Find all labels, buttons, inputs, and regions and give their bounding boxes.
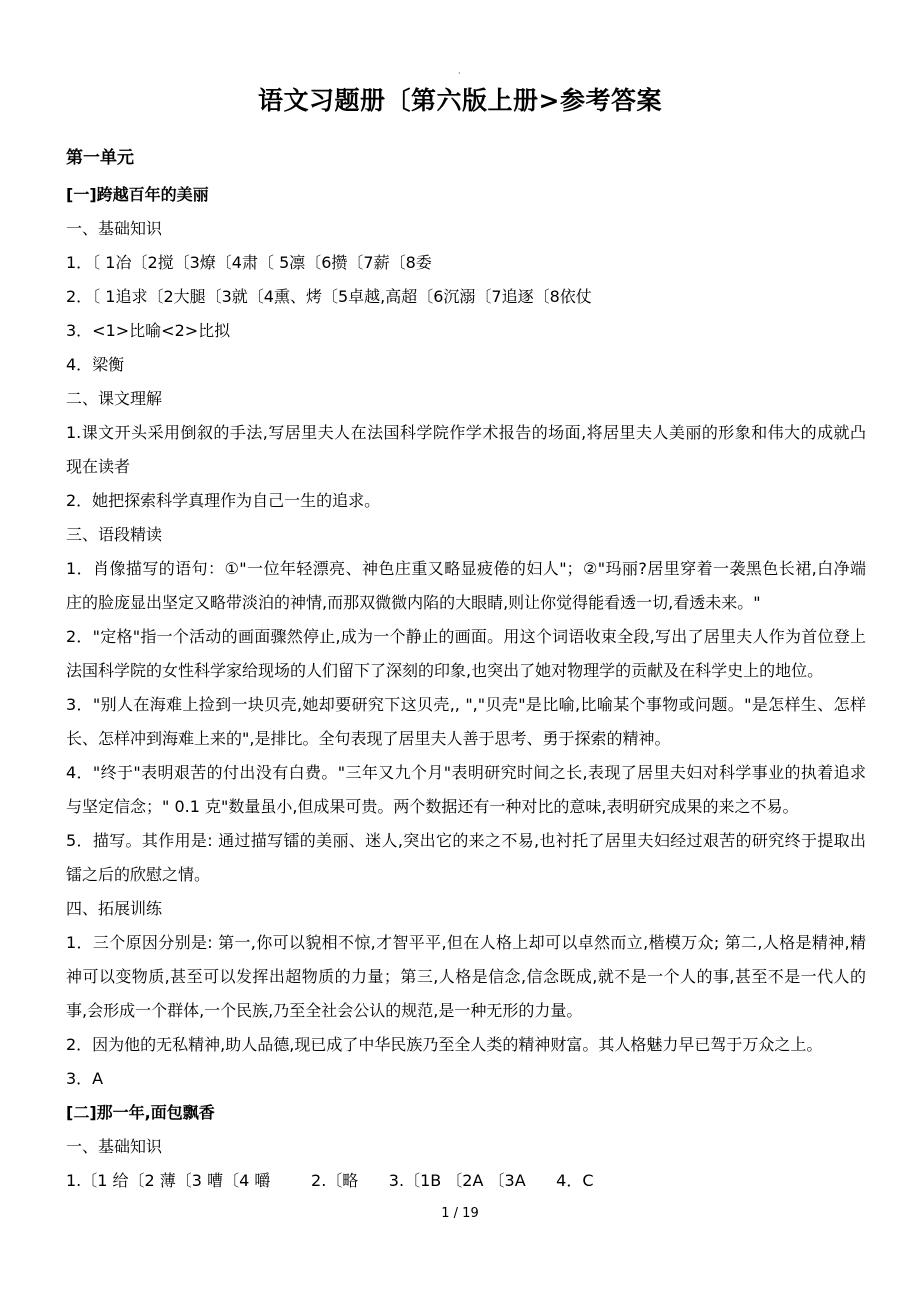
answer-line: 4．梁衡 <box>66 355 125 374</box>
section-heading: 一、基础知识 <box>66 1137 163 1156</box>
answer-line: 2．"定格"指一个活动的画面骤然停止,成为一个静止的画面。用这个词语收束全段,写出了居里夫人作为首位登上 <box>66 627 866 646</box>
section-heading: 三、语段精读 <box>66 525 163 544</box>
answer-line: 2．因为他的无私精神,助人品德,现已成了中华民族乃至全人类的精神财富。其人格魅力早已驾于万众之上。 <box>66 1035 823 1054</box>
page-title: 语文习题册〔第六版上册>参考答案 <box>258 86 662 115</box>
section-heading: 一、基础知识 <box>66 219 163 238</box>
answer-line: 长、怎样冲到海难上来的",是排比。全句表现了居里夫人善于思考、勇于探索的精神。 <box>66 729 671 748</box>
answer-line: 1.课文开头采用倒叙的手法,写居里夫人在法国科学院作学术报告的场面,将居里夫人美丽的形象和伟大的成就凸 <box>66 423 866 442</box>
lesson-heading-1: [一]跨越百年的美丽 <box>66 185 209 204</box>
section-heading: 四、拓展训练 <box>66 899 163 918</box>
answer-line: 3．A <box>66 1069 104 1088</box>
answer-line: 法国科学院的女性科学家给现场的人们留下了深刻的印象,也突出了她对物理学的贡献及在科学史上的地位。 <box>66 661 824 680</box>
answer-line: 2．她把探索科学真理作为自己一生的追求。 <box>66 491 381 510</box>
answer-line: 事,会形成一个群体,一个民族,乃至全社会公认的规范,是一种无形的力量。 <box>66 1001 583 1020</box>
answer-line: 1．〔 1冶〔2搅〔3燎〔4肃〔 5凛〔6攒〔7薪〔8委 <box>66 253 432 272</box>
section-heading: 二、课文理解 <box>66 389 163 408</box>
answer-line: 1.〔1 给〔2 薄〔3 嘈〔4 嚼 2.〔略 3.〔1B 〔2A 〔3A 4．C <box>66 1171 594 1190</box>
unit-heading: 第一单元 <box>66 148 134 168</box>
answer-line: 现在读者 <box>66 457 131 476</box>
answer-line: 4．"终于"表明艰苦的付出没有白费。"三年又九个月"表明研究时间之长,表现了居里夫妇对科学事业的执着追求 <box>66 763 866 782</box>
answer-line: 镭之后的欣慰之情。 <box>66 865 211 884</box>
answer-line: 1．三个原因分别是: 第一,你可以貌相不惊,才智平平,但在人格上却可以卓然而立,楷模万众; 第二,人格是精神,精 <box>66 933 866 952</box>
answer-line: 5．描写。其作用是: 通过描写镭的美丽、迷人,突出它的来之不易,也衬托了居里夫妇经过艰苦的研究终于提取出 <box>66 831 866 850</box>
answer-line: 3．<1>比喻<2>比拟 <box>66 321 231 340</box>
answer-line: 庄的脸庞显出坚定又略带淡泊的神情,而那双微微内陷的大眼睛,则让你觉得能看透一切,看透未来。" <box>66 593 761 612</box>
answer-line: 1．肖像描写的语句：①"一位年轻漂亮、神色庄重又略显疲倦的妇人"；②"玛丽?居里穿着一袭黑色长裙,白净端 <box>66 559 866 578</box>
lesson-heading-2: [二]那一年,面包飘香 <box>66 1103 215 1122</box>
header-dot: · <box>458 69 461 78</box>
answer-line: 2．〔 1追求〔2大腿〔3就〔4熏、烤〔5卓越,高超〔6沉溺〔7追逐〔8依仗 <box>66 287 592 306</box>
answer-line: 3．"别人在海难上捡到一块贝壳,她却要研究下这贝壳,, ","贝壳"是比喻,比喻某个事物或问题。"是怎样生、怎样 <box>66 695 866 714</box>
answer-line: 与坚定信念；" 0.1 克"数量虽小,但成果可贵。两个数据还有一种对比的意味,表明研究成果的来之不易。 <box>66 797 799 816</box>
page-number: 1 / 19 <box>441 1206 479 1221</box>
answer-line: 神可以变物质,甚至可以发挥出超物质的力量；第三,人格是信念,信念既成,就不是一个人的事,甚至不是一代人的 <box>66 967 866 986</box>
